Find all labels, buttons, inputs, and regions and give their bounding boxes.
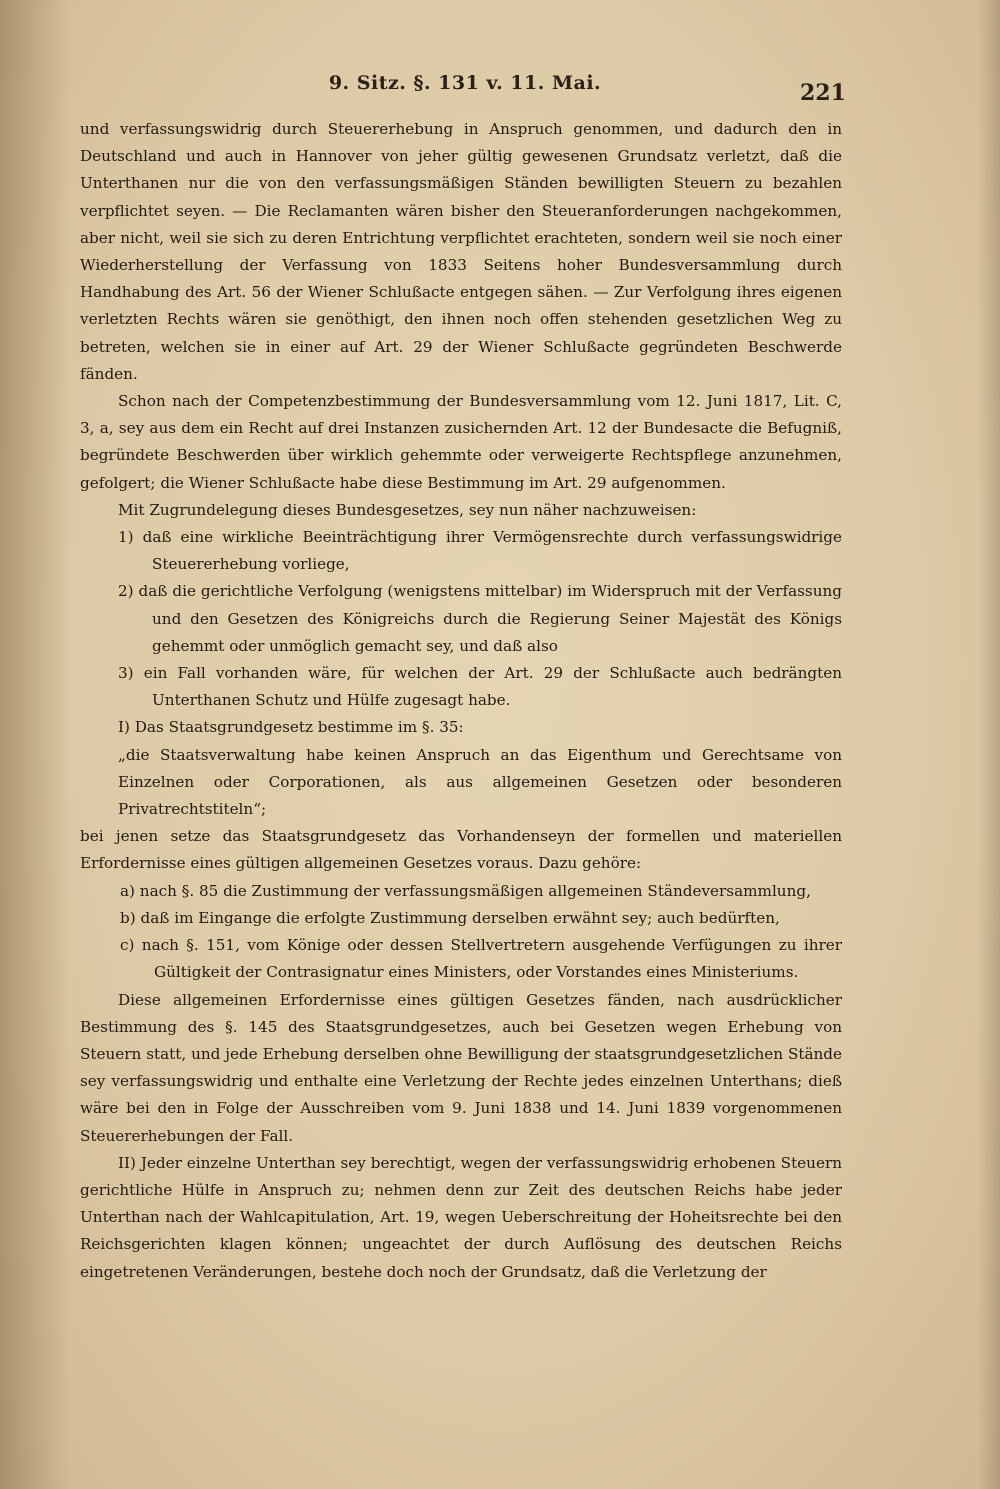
sublist-item-a: a) nach §. 85 die Zustimmung der verfassungsmäßigen allgemeinen Ständeversammlung, [120,881,811,900]
page-edge-shadow [0,0,70,1489]
page-edge-shadow-right [978,0,1000,1489]
paragraph-3: Mit Zugrundelegung dieses Bundesgesetzes, sey nun näher nachzuweisen: [118,500,697,519]
page-header [80,66,850,106]
body-text [80,116,842,1286]
list-item-2: 2) daß die gerichtliche Verfolgung (wenigstens mittelbar) im Widerspruch mit der Verfassung und den Gesetzen des Königreichs durch die Regierung Seiner Majestät des Königs gehemmt oder unmöglich gemacht sey, und daß also [118,582,842,655]
list-item-1: 1) daß eine wirkliche Beeinträchtigung ihrer Vermögensrechte durch verfassungswidrige Steuererhebung vorliege, [118,528,842,574]
list-item-3: 3) ein Fall vorhanden wäre, für welchen der Art. 29 der Schlußacte auch bedrängten Unterthanen Schutz und Hülfe zugesagt habe. [118,664,842,710]
paragraph-1: und verfassungswidrig durch Steuererhebung in Anspruch genommen, und dadurch den in Deutschland und auch in Hannover von jeher gültig gewesenen Grundsatz verletzt, daß die Unterthanen nur die von den verfassungsmäßigen Ständen bewilligten Steuern zu bezahlen verpflichtet seyen. — Die Reclamanten wären bisher den Steueranforderungen nachgekommen, aber nicht, weil sie sich zu deren Entrichtung verpflichtet erachteten, sondern weil sie noch einer Wiederherstellung der Verfassung von 1833 Seitens hoher Bundesversammlung durch Handhabung des Art. 56 der Wiener Schlußacte entgegen sähen. — Zur Verfolgung ihres eigenen verletzten Rechts wären sie genöthigt, den ihnen noch offen stehenden gesetzlichen Weg zu betreten, welchen sie in einer auf Art. 29 der Wiener Schlußacte gegründeten Beschwerde fänden. [80,120,842,383]
sublist-item-c: c) nach §. 151, vom Könige oder dessen Stellvertretern ausgehende Verfügungen zu ihrer Gültigkeit der Contrasignatur eines Ministers, oder Vorstandes eines Ministeriums. [120,936,842,982]
page-number: 221 [800,80,846,106]
section-2: II) Jeder einzelne Unterthan sey berechtigt, wegen der verfassungswidrig erhobenen Steuern gerichtliche Hülfe in Anspruch zu; nehmen denn zur Zeit des deutschen Reichs habe jeder Unterthan nach der Wahlcapitulation, Art. 19, wegen Ueberschreitung der Hoheitsrechte bei den Reichsgerichten klagen können; ungeachtet der durch Auflösung des deutschen Reichs eingetretenen Veränderungen, bestehe doch noch der Grundsatz, daß die Verletzung der [80,1153,842,1281]
paragraph-2: Schon nach der Competenzbestimmung der Bundesversammlung vom 12. Juni 1817, Lit. C, 3, a, sey aus dem ein Recht auf drei Instanzen zusichernden Art. 12 der Bundesacte die Befugniß, begründete Beschwerden über wirklich gehemmte oder verweigerte Rechtspflege anzunehmen, gefolgert; die Wiener Schlußacte habe diese Bestimmung im Art. 29 aufgenommen. [80,392,842,492]
paragraph-5: Diese allgemeinen Erfordernisse eines gültigen Gesetzes fänden, nach ausdrücklicher Bestimmung des §. 145 des Staatsgrundgesetzes, auch bei Gesetzen wegen Erhebung von Steuern statt, und jede Erhebung derselben ohne Bewilligung der staatsgrundgesetzlichen Stände sey verfassungswidrig und enthalte eine Verletzung der Rechte jedes einzelnen Unterthans; dieß wäre bei den in Folge der Ausschreiben vom 9. Juni 1838 und 14. Juni 1839 vorgenommenen Steuererhebungen der Fall. [80,990,842,1145]
section-1-quote: „die Staatsverwaltung habe keinen Anspruch an das Eigenthum und Gerechtsame von Einzelnen oder Corporationen, als aus allgemeinen Gesetzen oder besonderen Privatrechtstiteln“; [118,745,842,819]
sublist-item-b: b) daß im Eingange die erfolgte Zustimmung derselben erwähnt sey; auch bedürften, [120,908,780,927]
running-head: 9. Sitz. §. 131 v. 11. Mai. [328,72,602,94]
section-1-intro: I) Das Staatsgrundgesetz bestimme im §. 35: [118,718,464,737]
paragraph-4: bei jenen setze das Staatsgrundgesetz das Vorhandenseyn der formellen und materiellen Erfordernisse eines gültigen allgemeinen Gesetzes voraus. Dazu gehöre: [80,827,842,873]
